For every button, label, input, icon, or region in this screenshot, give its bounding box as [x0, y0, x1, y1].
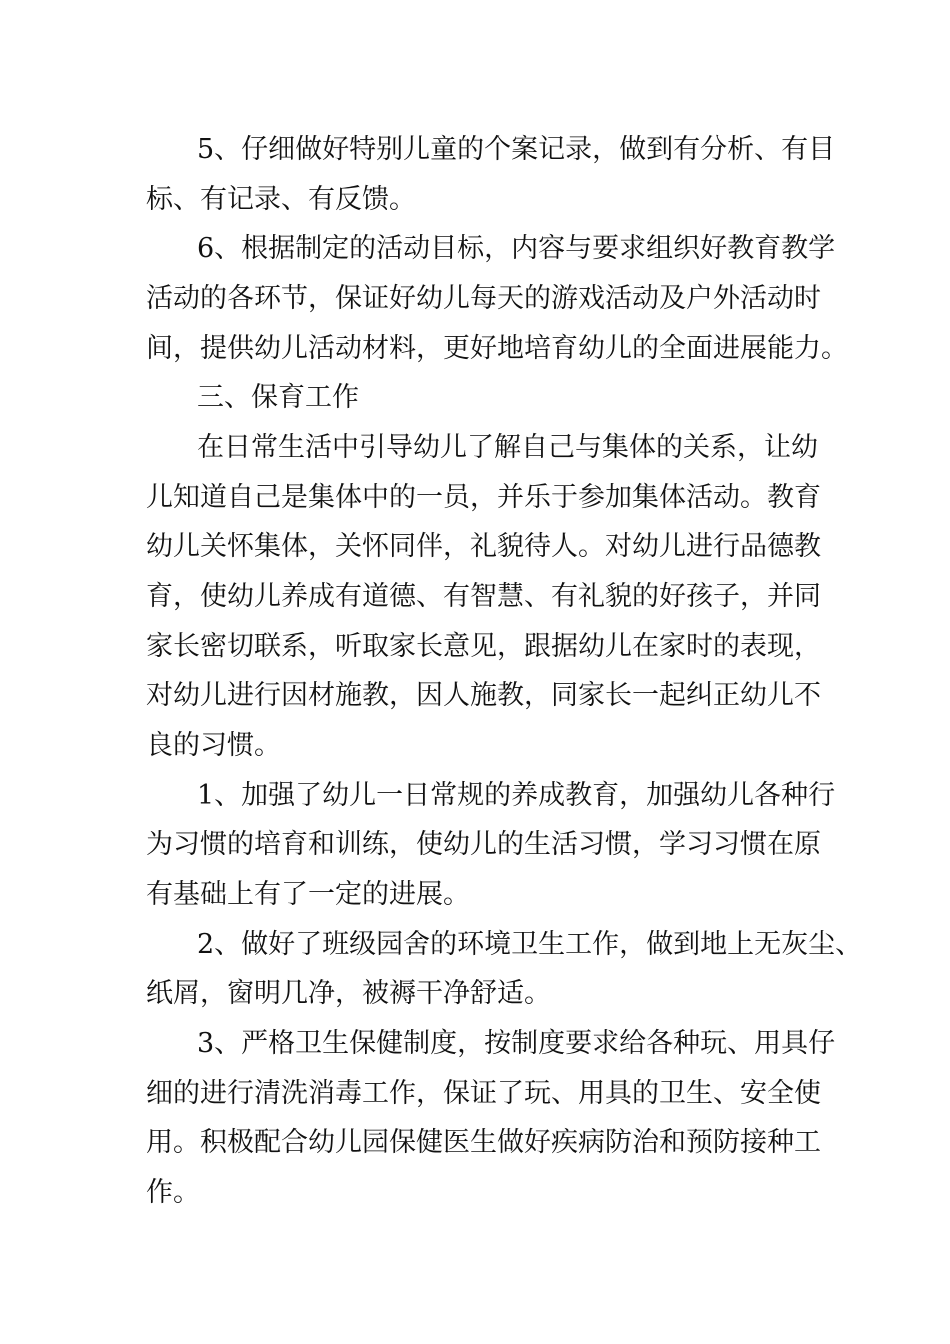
paragraph-line: 对幼儿进行因材施教，因人施教，同家长一起纠正幼儿不 — [146, 680, 821, 711]
paragraph-line: 5、仔细做好特别儿童的个案记录，做到有分析、有目 — [197, 134, 836, 165]
paragraph-line: 标、有记录、有反馈。 — [146, 184, 416, 215]
paragraph-line: 在日常生活中引导幼儿了解自己与集体的关系，让幼 — [197, 432, 818, 463]
paragraph-line: 良的习惯。 — [146, 730, 281, 761]
paragraph-line: 儿知道自己是集体中的一员，并乐于参加集体活动。教育 — [146, 482, 821, 513]
paragraph-line: 幼儿关怀集体，关怀同伴，礼貌待人。对幼儿进行品德教 — [146, 531, 821, 562]
paragraph-line: 1、加强了幼儿一日常规的养成教育，加强幼儿各种行 — [197, 780, 836, 811]
paragraph-line: 用。积极配合幼儿园保健医生做好疾病防治和预防接种工 — [146, 1127, 821, 1158]
paragraph-line: 间，提供幼儿活动材料，更好地培育幼儿的全面进展能力。 — [146, 333, 848, 364]
paragraph-line: 育，使幼儿养成有道德、有智慧、有礼貌的好孩子，并同 — [146, 581, 821, 612]
paragraph-line: 细的进行清洗消毒工作，保证了玩、用具的卫生、安全使 — [146, 1078, 821, 1109]
section-heading: 三、保育工作 — [197, 382, 359, 413]
paragraph-line: 作。 — [146, 1177, 200, 1208]
paragraph-line: 有基础上有了一定的进展。 — [146, 879, 470, 910]
paragraph-line: 家长密切联系，听取家长意见，跟据幼儿在家时的表现， — [146, 631, 821, 662]
paragraph-line: 纸屑，窗明几净，被褥干净舒适。 — [146, 978, 551, 1009]
paragraph-line: 为习惯的培育和训练，使幼儿的生活习惯，学习习惯在原 — [146, 829, 821, 860]
paragraph-line: 3、严格卫生保健制度，按制度要求给各种玩、用具仔 — [197, 1028, 836, 1059]
paragraph-line: 活动的各环节，保证好幼儿每天的游戏活动及户外活动时 — [146, 283, 821, 314]
paragraph-line: 6、根据制定的活动目标，内容与要求组织好教育教学 — [197, 233, 836, 264]
paragraph-line: 2、做好了班级园舍的环境卫生工作，做到地上无灰尘、 — [197, 929, 863, 960]
